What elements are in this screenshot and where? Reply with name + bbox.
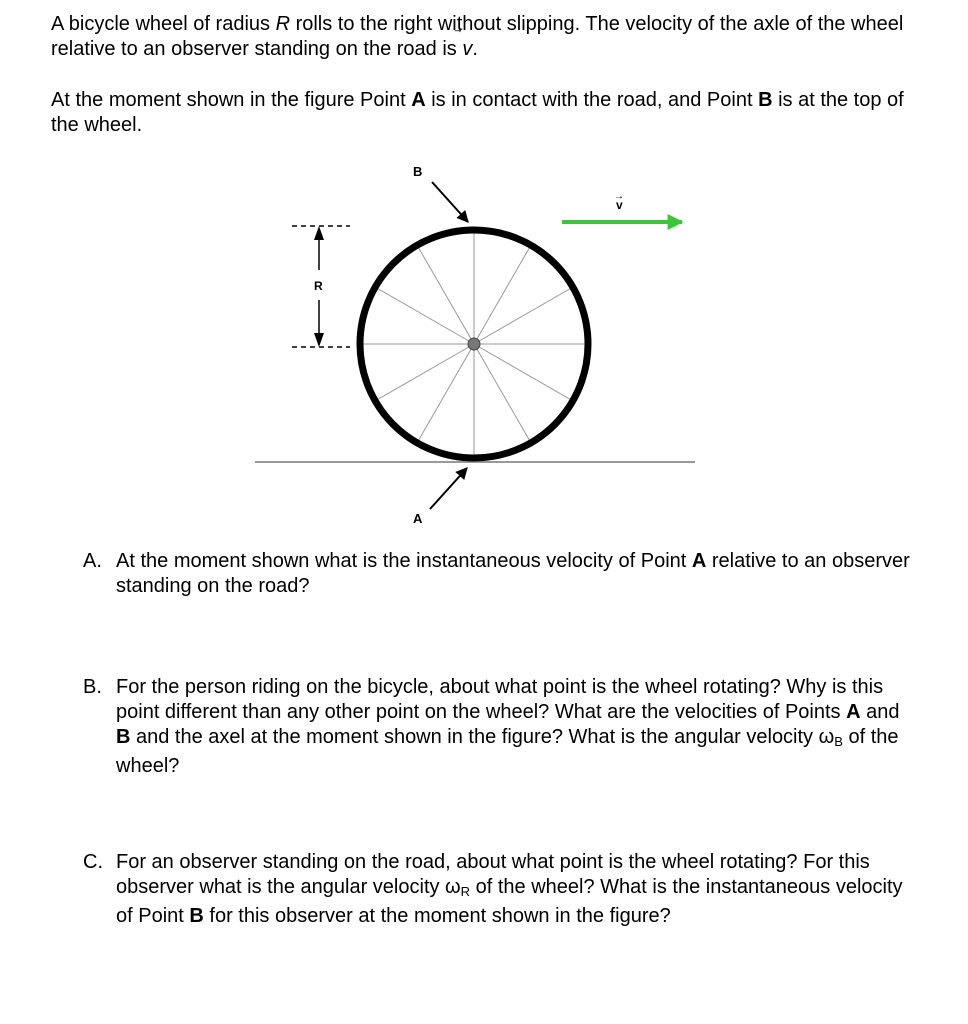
velocity-label-arrow: → (614, 191, 624, 202)
radius-symbol: R (275, 13, 291, 35)
point-a-pointer (430, 468, 467, 509)
point-b-pointer (432, 182, 468, 222)
intro-paragraph-2: At the moment shown in the figure Point A is in contact with the road, and Point B is at the top of the wheel. (51, 89, 904, 136)
radius-label: R (314, 279, 323, 293)
velocity-symbol: v (462, 38, 473, 60)
wheel-axle (468, 338, 480, 350)
question-c: C. For an observer standing on the road, about what point is the wheel rotating? For this observer what is the angular velocity $\omega_R$ of the wheel? What is the instantaneous velocity of Point B for this observer at the moment shown in the figure? (83, 851, 903, 927)
wheel-figure (0, 150, 968, 530)
velocity-label: v (616, 198, 623, 212)
point-b-label: B (413, 164, 423, 179)
question-b: B. For the person riding on the bicycle, about what point is the wheel rotating? Why is this point different than any other point on the wheel? What are the velocities of Points A and B and the axel at the moment shown in the figure? What is the angular velocity $\omega_B$ of the wheel? (83, 676, 900, 777)
point-a-label: A (413, 511, 423, 526)
intro-paragraph-1: A bicycle wheel of radius R rolls to the right without slipping. The velocity of the axle of the wheel relative to an observer standing on the road is v . (51, 13, 904, 60)
question-a: A. At the moment shown what is the instantaneous velocity of Point A relative to an observer standing on the road? (83, 550, 910, 597)
